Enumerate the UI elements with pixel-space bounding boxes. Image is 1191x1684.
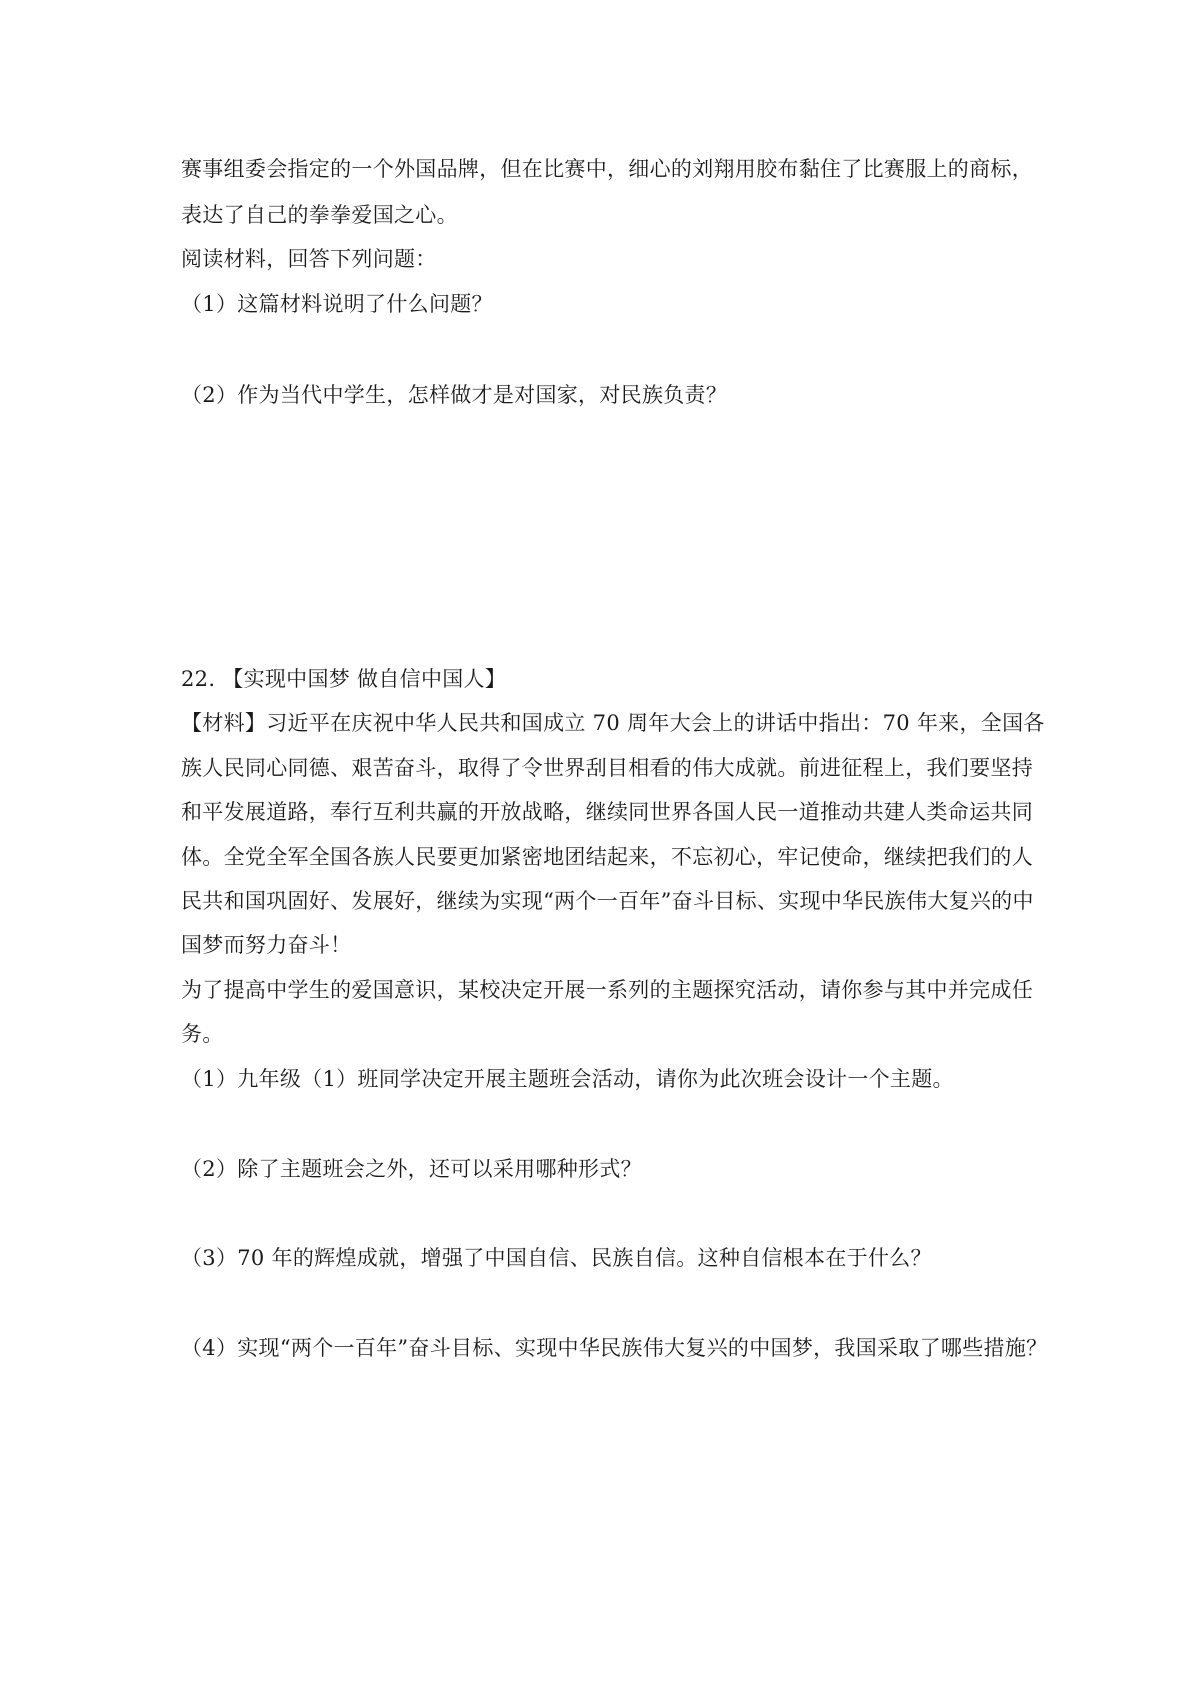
q21-subquestion-1: （1）这篇材料说明了什么问题？ bbox=[181, 292, 493, 316]
q22-material-line-3: 和平发展道路，奉行互利共赢的开放战略，继续同世界各国人民一道推动共建人类命运共同 bbox=[181, 800, 1033, 824]
q21-subquestion-2: （2）作为当代中学生，怎样做才是对国家，对民族负责？ bbox=[181, 383, 728, 407]
q22-subquestion-1: （1）九年级（1）班同学决定开展主题班会活动，请你为此次班会设计一个主题。 bbox=[181, 1067, 954, 1091]
q22-material-line-1: 【材料】习近平在庆祝中华人民共和国成立 70 周年大会上的讲话中指出：70 年来，全国各 bbox=[181, 711, 1045, 735]
q22-material-line-6: 国梦而努力奋斗！ bbox=[181, 933, 352, 957]
q22-task-line-2: 务。 bbox=[181, 1022, 224, 1046]
reading-instruction: 阅读材料，回答下列问题： bbox=[181, 247, 437, 271]
continuation-line-1: 赛事组委会指定的一个外国品牌，但在比赛中，细心的刘翔用胶布黏住了比赛服上的商标， bbox=[181, 157, 1033, 181]
q22-material-line-4: 体。全党全军全国各族人民要更加紧密地团结起来，不忘初心，牢记使命，继续把我们的人 bbox=[181, 845, 1033, 869]
q22-task-line-1: 为了提高中学生的爱国意识，某校决定开展一系列的主题探究活动，请你参与其中并完成任 bbox=[181, 978, 1033, 1002]
q22-subquestion-4: （4）实现“两个一百年”奋斗目标、实现中华民族伟大复兴的中国梦，我国采取了哪些措施？ bbox=[181, 1336, 1048, 1360]
q22-material-line-5: 民共和国巩固好、发展好，继续为实现“两个一百年”奋斗目标、实现中华民族伟大复兴的中 bbox=[181, 889, 1034, 913]
q22-subquestion-2: （2）除了主题班会之外，还可以采用哪种形式？ bbox=[181, 1157, 642, 1181]
q22-subquestion-3: （3）70 年的辉煌成就，增强了中国自信、民族自信。这种自信根本在于什么？ bbox=[181, 1246, 932, 1270]
q22-title: 22. 【实现中国梦 做自信中国人】 bbox=[181, 667, 507, 691]
continuation-line-2: 表达了自己的拳拳爱国之心。 bbox=[181, 203, 458, 227]
q22-material-line-2: 族人民同心同德、艰苦奋斗，取得了令世界刮目相看的伟大成就。前进征程上，我们要坚持 bbox=[181, 756, 1033, 780]
